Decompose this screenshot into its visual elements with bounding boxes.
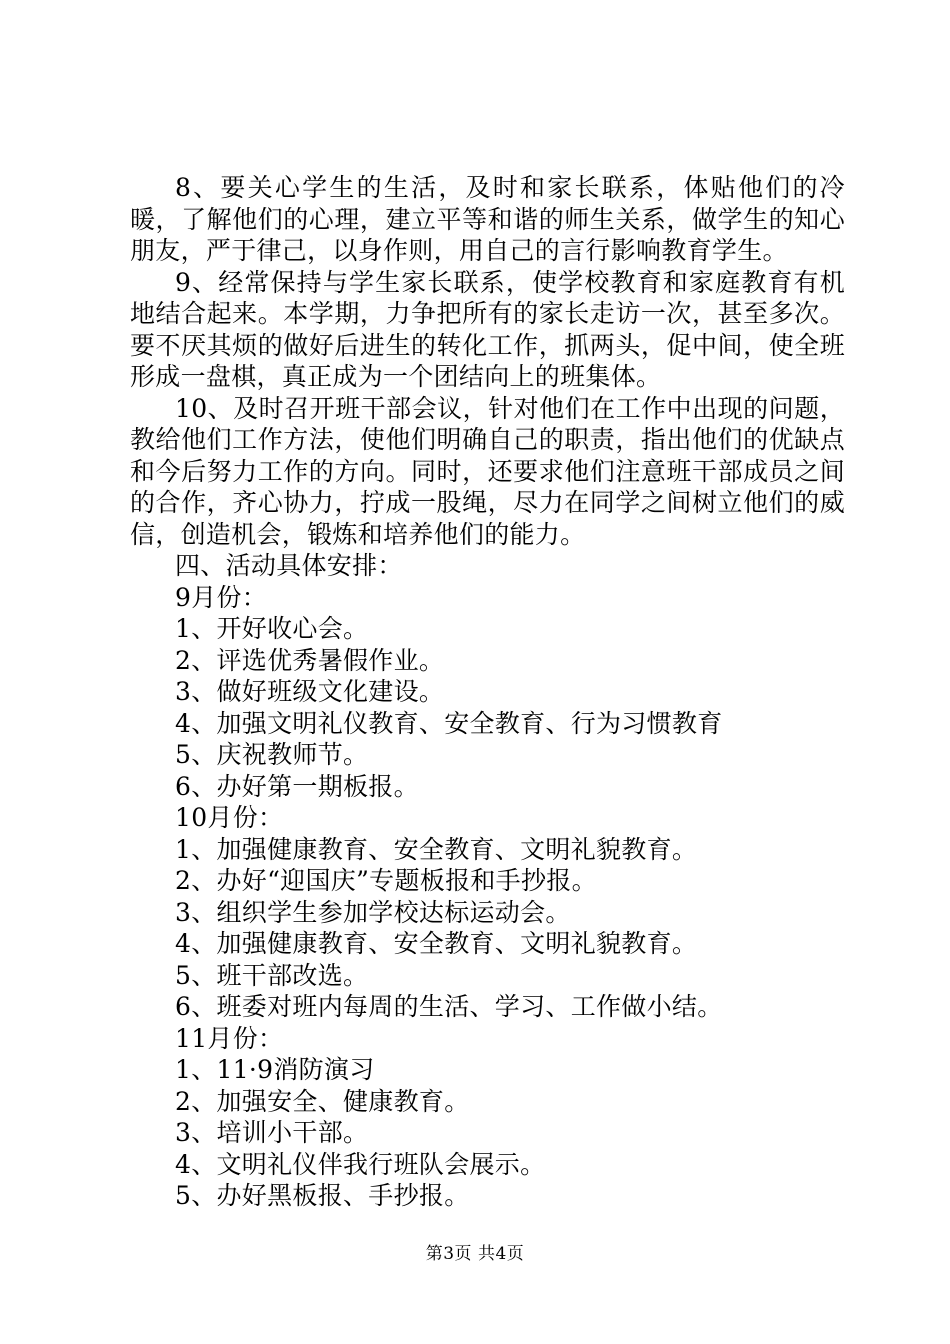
list-item: 5、班干部改选。 <box>175 960 369 990</box>
list-item: 2、办好“迎国庆”专题板报和手抄报。 <box>175 866 597 895</box>
month-label-november: 11月份： <box>175 1023 284 1053</box>
list-item: 3、培训小干部。 <box>175 1118 369 1147</box>
document-body <box>130 172 845 1212</box>
month-label-september: 9月份： <box>175 582 268 612</box>
list-item: 4、文明礼仪伴我行班队会展示。 <box>175 1149 546 1179</box>
list-item: 1、开好收心会。 <box>175 614 369 643</box>
paragraph-item-9: 9、经常保持与学生家长联系，使学校教育和家庭教育有机地结合起来。本学期，力争把所有的家长走访一次，甚至多次。要不厌其烦的做好后进生的转化工作，抓两头，促中间，使全班形成一盘棋，真正成为一个团结向上的班集体。 <box>130 267 845 391</box>
list-item: 1、11·9消防演习 <box>175 1055 375 1084</box>
list-item: 5、办好黑板报、手抄报。 <box>175 1181 470 1210</box>
list-item: 3、组织学生参加学校达标运动会。 <box>175 897 571 927</box>
list-item: 1、加强健康教育、安全教育、文明礼貌教育。 <box>175 834 698 864</box>
list-item: 5、庆祝教师节。 <box>175 740 369 769</box>
page-footer: 第3页 共4页 <box>425 1244 525 1264</box>
paragraph-item-8: 8、要关心学生的生活，及时和家长联系，体贴他们的冷暖，了解他们的心理，建立平等和谐的师生关系，做学生的知心朋友，严于律己，以身作则，用自己的言行影响教育学生。 <box>130 173 845 265</box>
paragraph-item-10: 10、及时召开班干部会议，针对他们在工作中出现的问题，教给他们工作方法，使他们明确自己的职责，指出他们的优缺点和今后努力工作的方向。同时，还要求他们注意班干部成员之间的合作，齐心协力，拧成一股绳，尽力在同学之间树立他们的威信，创造机会，锻炼和培养他们的能力。 <box>130 393 845 549</box>
list-item: 3、做好班级文化建设。 <box>175 677 445 706</box>
list-item: 2、评选优秀暑假作业。 <box>175 645 445 675</box>
list-item: 2、加强安全、健康教育。 <box>175 1086 470 1116</box>
list-item: 4、加强健康教育、安全教育、文明礼貌教育。 <box>175 929 698 958</box>
section-heading: 四、活动具体安排： <box>175 551 403 580</box>
list-item: 6、班委对班内每周的生活、学习、工作做小结。 <box>175 992 723 1021</box>
list-item: 6、办好第一期板报。 <box>175 771 419 801</box>
list-item: 4、加强文明礼仪教育、安全教育、行为习惯教育 <box>175 708 723 738</box>
month-label-october: 10月份： <box>175 803 284 832</box>
